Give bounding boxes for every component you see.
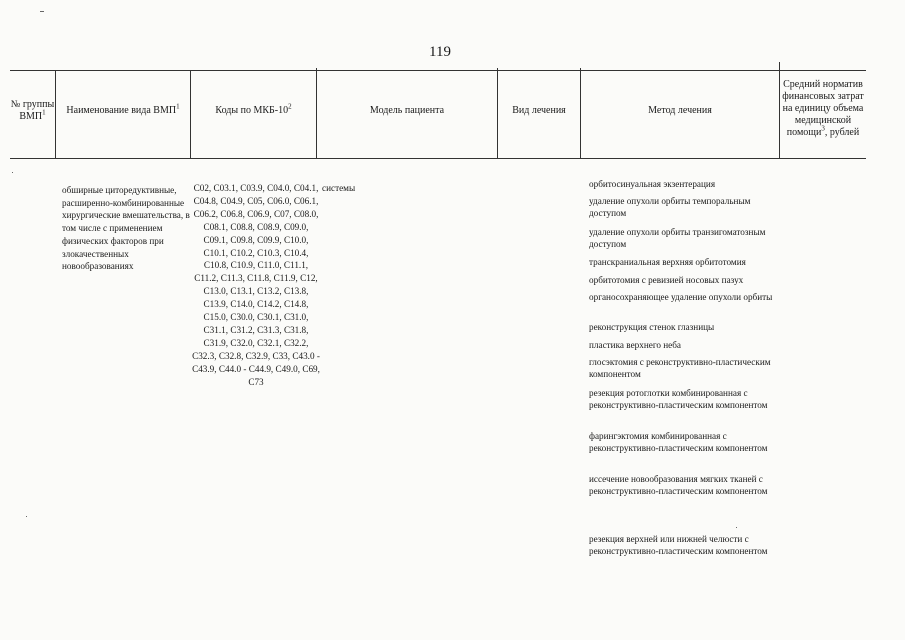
method-item: орбитосинуальная экзентерация <box>589 179 716 189</box>
method-item: глосэктомия с реконструктивно-пластическим компонентом <box>589 357 771 379</box>
method-item: удаление опухоли орбиты транзигоматозным доступом <box>589 227 766 249</box>
header-treatment-method: Метод лечения <box>648 105 712 116</box>
header-average-cost: Средний норматив финансовых затрат на единицу объема медицинской помощи$^3$, рублей <box>782 79 864 138</box>
header-treatment-type: Вид лечения <box>512 105 566 116</box>
method-item: орбитотомия с ревизией носовых пазух <box>589 275 744 285</box>
icd-codes-cell: C02, C03.1, C03.9, C04.0, C04.1, C04.8, C04.9, C05, C06.0, C06.1, C06.2, C06.8, C06.9, C07, C08.0, C08.1, C08.8, C08.9, C09.0, C09.1, C09.8, C09.9, C10.0, C10.1, C10.2, C10.3, C10.4, C10.8, C10.9, C11.0, C11.1, C11.2, C11.3, C11.8, C11.9, C12, C13.0, C13.1, C13.2, C13.8, C13.9, C14.0, C14.2, C14.8, C15.0, C30.0, C30.1, C31.0, C31.1, C31.2, C31.3, C31.8, C31.9, C32.0, C32.1, C32.2, C32.3, C32.8, C32.9, C33, C43.0 - C43.9, C44.0 - C44.9, C49.0, C69, C73 <box>192 183 320 387</box>
method-item: удаление опухоли орбиты темпоральным доступом <box>589 196 751 218</box>
method-item: пластика верхнего неба <box>589 340 682 350</box>
header-icd-codes: Коды по МКБ-$10^2$ <box>215 102 292 116</box>
method-item: резекция ротоглотки комбинированная с реконструктивно-пластическим компонентом <box>589 388 768 410</box>
page-number: 119 <box>429 44 451 60</box>
header-group-number: № группы ВМП$^1$ <box>10 99 55 122</box>
vmp-type-cell: обширные циторедуктивные, расширенно-комбинированные хирургические вмешательства, в том числе с применением физических факторов при злокачественных новообразованиях <box>62 185 190 272</box>
method-item: транскраниальная верхняя орбитотомия <box>589 257 746 267</box>
header-vmp-type: Наименование вида ВМП$^1$ <box>66 102 180 116</box>
header-patient-model: Модель пациента <box>369 105 445 116</box>
method-item: фарингэктомия комбинированная с реконструктивно-пластическим компонентом <box>589 431 768 453</box>
method-item: органосохраняющее удаление опухоли орбиты <box>589 292 773 302</box>
method-item: реконструкция стенок глазницы <box>589 322 715 332</box>
method-item: иссечение новообразования мягких тканей с реконструктивно-пластическим компонентом <box>589 474 768 496</box>
patient-model-cell: системы <box>322 183 356 193</box>
method-item: резекция верхней или нижней челюсти с реконструктивно-пластическим компонентом <box>589 534 768 556</box>
